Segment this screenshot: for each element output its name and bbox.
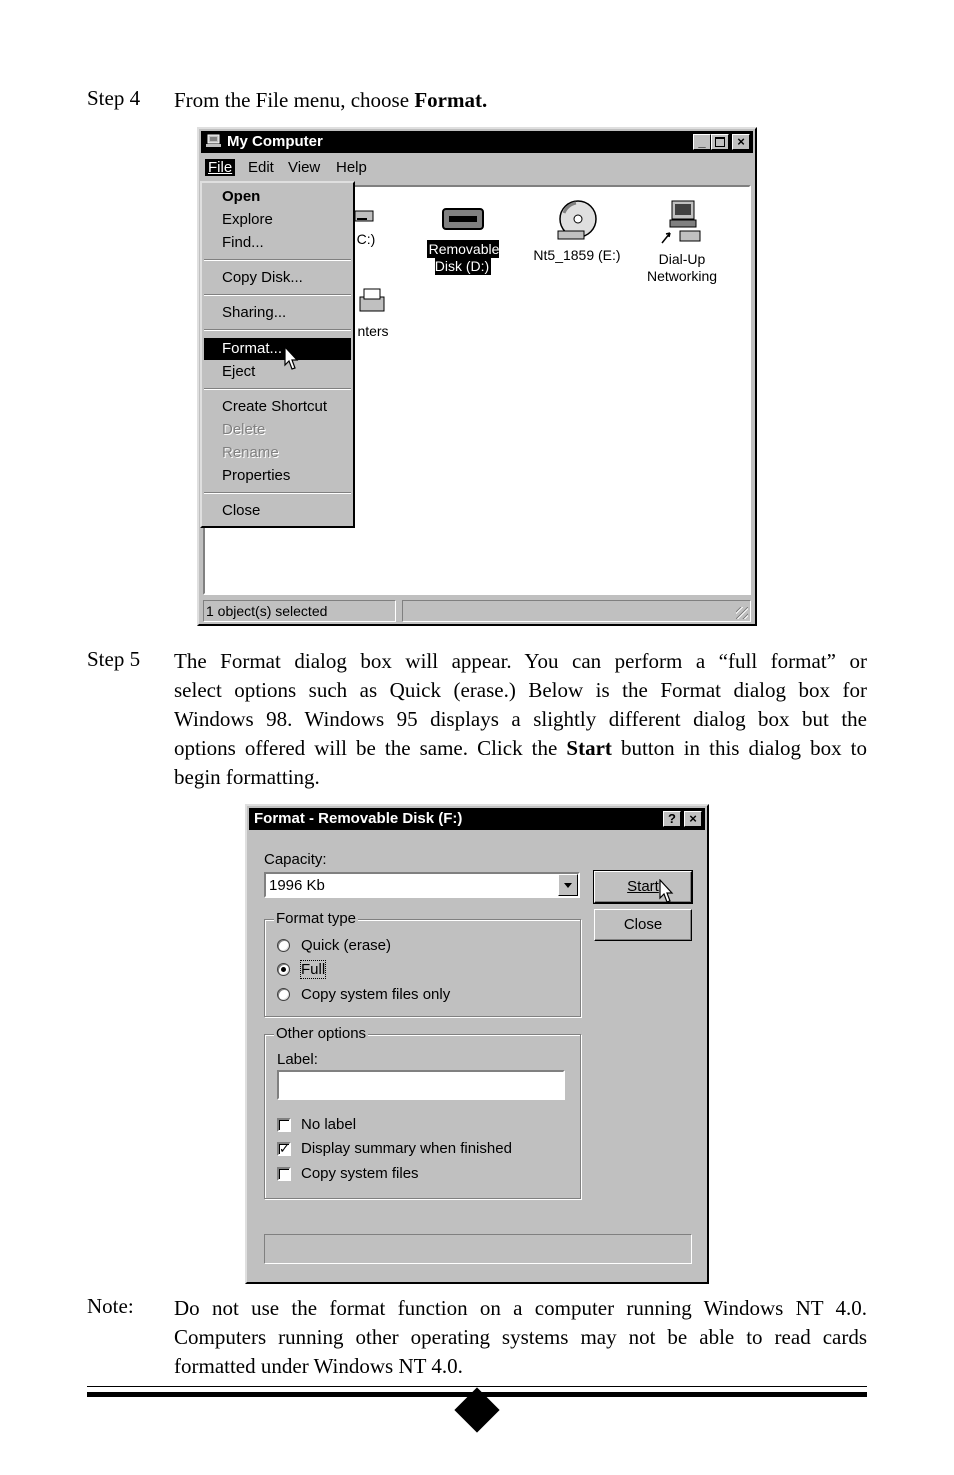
no-label-option[interactable] (277, 1115, 356, 1135)
dialup-label-line1: Dial-Up (658, 251, 706, 267)
note-label: Note: (87, 1294, 134, 1318)
no-label-checkbox[interactable] (277, 1118, 291, 1132)
format-dialog (245, 804, 709, 1284)
copy-system-only-label: Copy system files only (301, 986, 451, 1003)
step5-text (174, 647, 867, 792)
dialup-label-line2: Networking (646, 268, 718, 284)
full-radio[interactable] (277, 963, 290, 976)
computer-icon (206, 134, 222, 148)
step5-line4-bold: Start (566, 736, 612, 760)
printers-label: nters (357, 323, 389, 339)
close-button[interactable]: Close (594, 909, 692, 941)
cdrom-item[interactable] (527, 199, 627, 264)
no-label-label: No label (301, 1116, 357, 1133)
dialog-close-x-button[interactable] (684, 811, 702, 827)
cdrom-label: Nt5_1859 (E:) (533, 247, 621, 263)
mouse-cursor-icon (659, 879, 675, 905)
cdrom-icon (554, 199, 600, 243)
statusbar (203, 600, 751, 622)
copy-system-files-option[interactable] (277, 1164, 419, 1184)
progress-bar (264, 1234, 692, 1264)
capacity-select[interactable] (264, 872, 580, 898)
display-summary-option[interactable] (277, 1139, 512, 1159)
menu-file-label: File (208, 159, 233, 176)
dialup-networking-icon (658, 199, 706, 247)
menu-item-close[interactable]: Close (222, 502, 261, 519)
menu-separator (204, 388, 351, 390)
removable-disk-item[interactable] (423, 207, 503, 275)
removable-disk-label-line2: Disk (D:) (434, 258, 490, 274)
quick-radio[interactable] (277, 939, 290, 952)
close-icon: × (689, 811, 697, 826)
step4-text (174, 86, 487, 115)
step4-text-bold: Format. (414, 88, 488, 112)
display-summary-checkbox[interactable]: ✓ (279, 1141, 290, 1156)
step5-line2: select options such as Quick (erase.) Below is the Format dialog box for (174, 678, 867, 702)
full-option[interactable] (277, 960, 325, 980)
mouse-cursor-icon (284, 346, 300, 372)
removable-disk-label-line1: Removable (428, 241, 500, 257)
drive-c-label: C:) (356, 231, 376, 247)
dialup-label (637, 251, 727, 285)
note-line2: Computers running other operating systems may not be able to read cards (174, 1325, 867, 1349)
removable-disk-icon (441, 207, 485, 233)
step5-line4-after: button in this dialog box to (611, 736, 868, 760)
start-button[interactable] (594, 871, 692, 903)
hard-drive-icon (355, 205, 377, 227)
close-icon: × (737, 134, 745, 149)
menu-edit[interactable]: Edit (248, 159, 274, 176)
maximize-button[interactable] (711, 134, 729, 150)
printer-icon (358, 287, 388, 317)
note-text (174, 1294, 867, 1381)
menu-separator (204, 294, 351, 296)
label-field-label: Label: (277, 1051, 318, 1068)
menu-item-eject[interactable]: Eject (222, 363, 256, 380)
other-options-label: Other options (276, 1025, 367, 1042)
copy-system-files-checkbox[interactable] (277, 1167, 291, 1181)
status-text: 1 object(s) selected (203, 600, 396, 622)
step5-label: Step 5 (87, 647, 141, 671)
copy-system-only-option[interactable] (277, 985, 450, 1005)
capacity-value: 1996 Kb (269, 877, 325, 894)
menu-item-find[interactable]: Find... (222, 234, 264, 251)
menu-item-explore[interactable]: Explore (222, 211, 273, 228)
menu-item-delete: Delete (222, 421, 266, 438)
step5-line5: begin formatting. (174, 765, 320, 789)
menubar (201, 157, 753, 179)
menu-separator (204, 259, 351, 261)
copy-system-files-label: Copy system files (301, 1165, 419, 1182)
quick-label: Quick (erase) (301, 937, 392, 954)
menu-item-properties[interactable]: Properties (222, 467, 291, 484)
my-computer-title: My Computer (227, 133, 323, 150)
menu-item-rename: Rename (222, 444, 279, 461)
menu-view[interactable]: View (288, 159, 321, 176)
dialup-networking-item[interactable] (637, 199, 727, 285)
other-options-group (264, 1025, 581, 1199)
help-button[interactable] (663, 811, 681, 827)
format-dialog-titlebar[interactable] (249, 808, 705, 830)
menu-item-sharing[interactable]: Sharing... (222, 304, 287, 321)
help-icon: ? (668, 811, 676, 826)
capacity-label: Capacity: (264, 851, 327, 868)
note-line3: formatted under Windows NT 4.0. (174, 1354, 463, 1378)
format-type-group (264, 910, 581, 1017)
step4-text-before: From the File menu, choose (174, 88, 415, 112)
close-window-button[interactable] (732, 134, 750, 150)
display-summary-label: Display summary when finished (301, 1140, 512, 1157)
step5-line3: Windows 98. Windows 95 displays a slightly different dialog box but the (174, 707, 867, 731)
format-type-label: Format type (276, 910, 357, 927)
minimize-icon: _ (698, 134, 706, 149)
printers-item[interactable] (353, 287, 393, 340)
step4-label: Step 4 (87, 86, 141, 110)
label-input[interactable] (277, 1070, 565, 1100)
status-panel (402, 600, 751, 622)
menu-file[interactable] (205, 159, 235, 176)
start-button-label: Start (627, 878, 659, 895)
step5-line4-before: options offered will be the same. Click the (174, 736, 567, 760)
copy-system-only-radio[interactable] (277, 988, 290, 1001)
step5-line4 (174, 734, 867, 763)
file-menu (200, 181, 355, 528)
menu-item-copy-disk[interactable]: Copy Disk... (222, 269, 303, 286)
removable-disk-label (427, 240, 500, 275)
my-computer-titlebar[interactable] (201, 131, 753, 153)
menu-item-create-shortcut[interactable]: Create Shortcut (222, 398, 328, 415)
maximize-icon (715, 137, 725, 147)
note-line1: Do not use the format function on a computer running Windows NT 4.0. (174, 1296, 867, 1320)
step5-line1: The Format dialog box will appear. You can perform a “full format” or (174, 649, 867, 673)
format-dialog-title: Format - Removable Disk (F:) (254, 810, 463, 827)
menu-item-format[interactable]: Format... (204, 338, 351, 360)
resize-grip-icon[interactable] (736, 607, 748, 619)
full-label: Full (301, 961, 326, 978)
menu-help[interactable]: Help (336, 159, 367, 176)
minimize-button[interactable] (693, 134, 711, 150)
dropdown-arrow-icon[interactable] (558, 874, 578, 896)
drive-c-item[interactable] (355, 205, 377, 248)
quick-erase-option[interactable] (277, 936, 391, 956)
menu-separator (204, 492, 351, 494)
menu-separator (204, 329, 351, 331)
menu-item-open[interactable]: Open (222, 188, 261, 205)
